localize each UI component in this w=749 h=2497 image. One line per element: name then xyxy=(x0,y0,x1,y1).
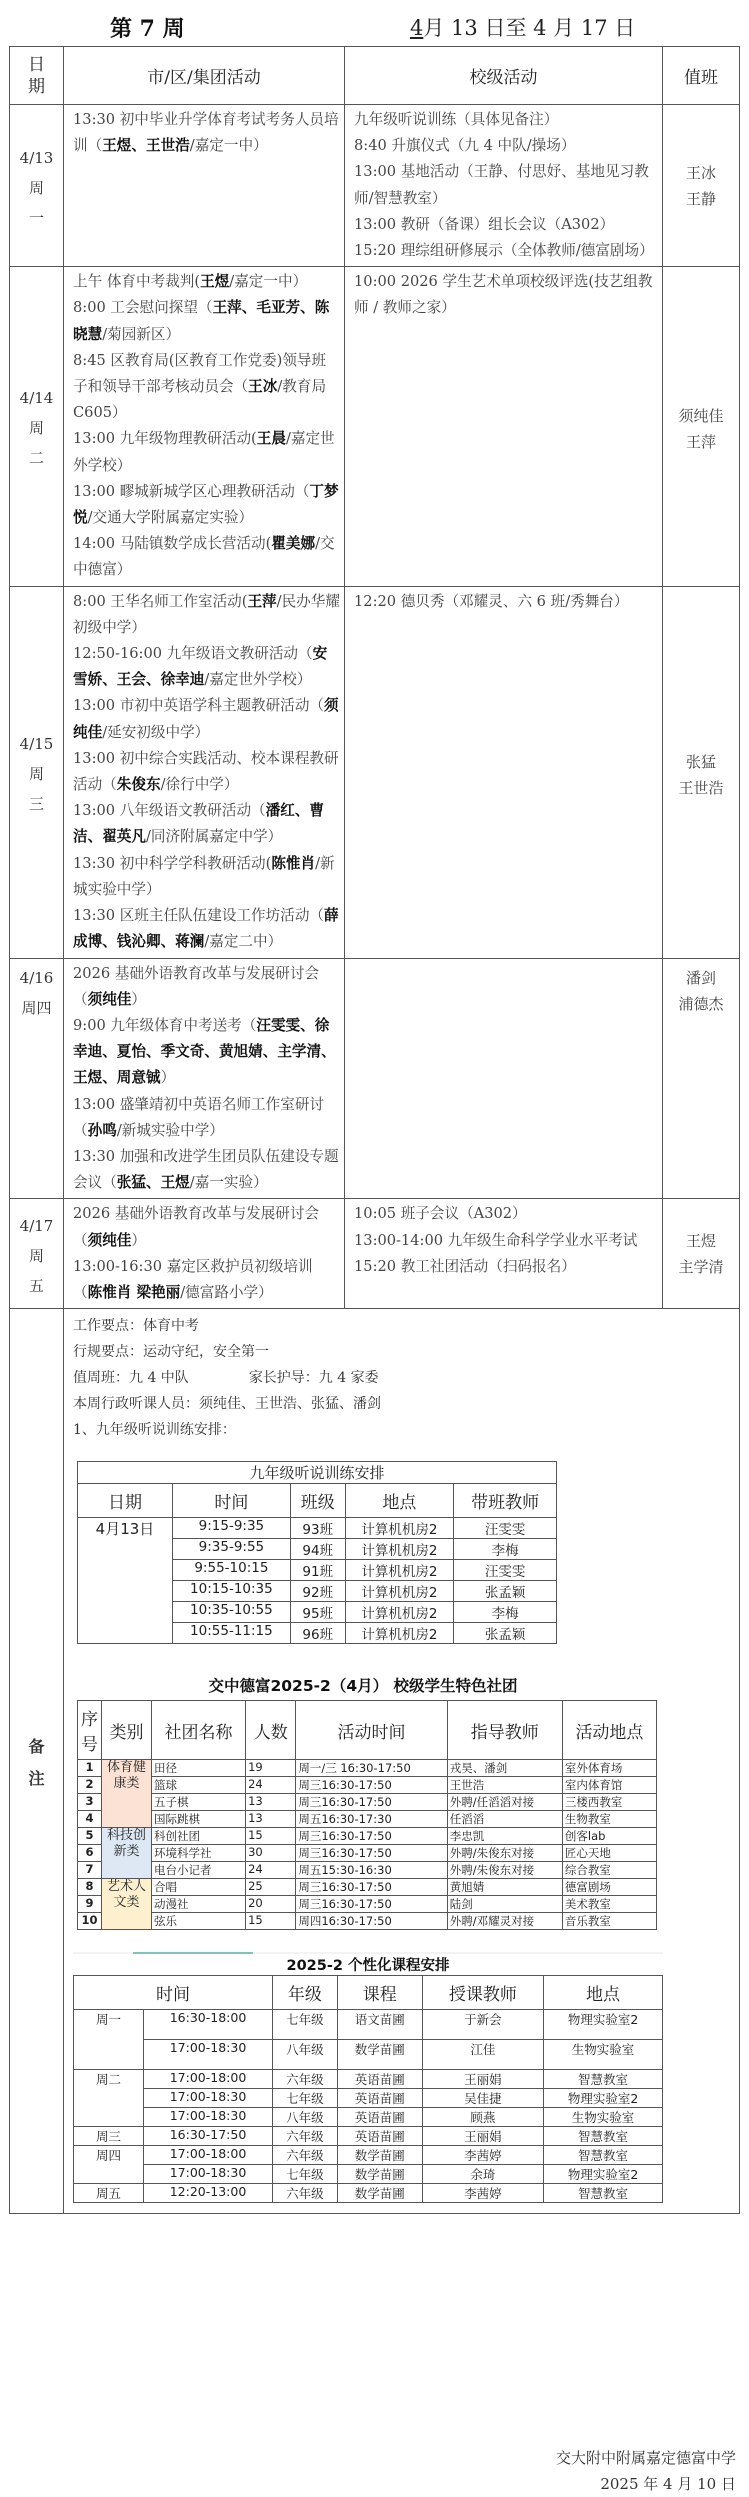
city-activities xyxy=(64,105,345,267)
club-index: 2 xyxy=(78,1777,102,1794)
table-cell: 周三16:30-17:50 xyxy=(296,1777,447,1794)
table-cell: 计算机机房2 xyxy=(345,1560,454,1581)
footer-school: 交大附中附属嘉定德富中学 xyxy=(555,2449,736,2467)
table-cell: 周五15:30-16:30 xyxy=(296,1862,447,1879)
table-cell: 15 xyxy=(246,1913,296,1930)
table-cell: 李梅 xyxy=(454,1539,557,1560)
table-cell: 环境科学社 xyxy=(152,1845,246,1862)
weekly-schedule-table xyxy=(9,46,740,2214)
activity-item: 9:00 九年级体育中考送考（汪雯雯、徐幸迪、夏怡、季文奇、黄旭婧、主学清、王煜、周意铖） xyxy=(73,1016,336,1087)
table-row xyxy=(78,1811,657,1828)
listening-date: 4月13日 xyxy=(78,1518,173,1644)
day-row xyxy=(10,958,740,1199)
table-cell: 25 xyxy=(246,1879,296,1896)
table-row xyxy=(74,2040,663,2070)
table-cell: 计算机机房2 xyxy=(345,1623,454,1644)
activity-item: 13:00 市初中英语学科主题教研活动（须纯佳/延安初级中学） xyxy=(73,697,339,741)
school-activities xyxy=(345,586,663,958)
table-cell: 92班 xyxy=(290,1581,345,1602)
club-index: 9 xyxy=(78,1896,102,1913)
duty-staff: 王煜 主学清 xyxy=(663,1199,740,1309)
table-cell: 24 xyxy=(246,1777,296,1794)
clubs-table-title: 交中德富2025-2（4月） 校级学生特色社团 xyxy=(208,1677,518,1696)
table-cell: 室内体育馆 xyxy=(562,1777,656,1794)
table-cell: 智慧教室 xyxy=(544,2146,663,2165)
day-date: 4/14 周 二 xyxy=(10,267,64,586)
clubs-col-header: 序 号 xyxy=(78,1701,102,1760)
courses-table-title: 2025-2 个性化课程安排 xyxy=(73,1952,663,1975)
table-cell: 余琦 xyxy=(422,2165,543,2184)
table-cell: 三楼西教室 xyxy=(562,1794,656,1811)
table-row xyxy=(78,1845,657,1862)
table-cell: 六年级 xyxy=(273,2127,338,2146)
day-date: 4/15 周 三 xyxy=(10,586,64,958)
table-cell: 室外体育场 xyxy=(562,1760,656,1777)
clubs-col-header: 人数 xyxy=(246,1701,296,1760)
table-cell: 匠心天地 xyxy=(562,1845,656,1862)
courses-col-header: 课程 xyxy=(337,1976,422,2010)
week-label: 第 7 周 xyxy=(110,16,185,42)
table-row xyxy=(78,1760,657,1777)
table-cell: 王丽娟 xyxy=(422,2127,543,2146)
table-cell: 六年级 xyxy=(273,2184,338,2203)
activity-item: 13:00 基地活动（王静、付思妤、基地见习教师/智慧教室） xyxy=(354,163,649,207)
duty-info: 值周班：九 4 中队 家长护导：九 4 家委 xyxy=(73,1370,379,1387)
col-header-duty: 值班 xyxy=(663,47,740,105)
table-cell: 智慧教室 xyxy=(544,2184,663,2203)
table-row xyxy=(78,1828,657,1845)
activity-item: 8:45 区教育局(区教育工作党委)领导班子和领导干部考核动员会（王冰/教育局 C605） xyxy=(73,351,327,422)
table-cell: 数学苗圃 xyxy=(337,2040,422,2070)
activity-item: 12:50-16:00 九年级语文教研活动（安雪娇、王会、徐幸迪/嘉定世外学校） xyxy=(73,645,328,689)
col-header-city: 市/区/集团活动 xyxy=(64,47,345,105)
club-index: 6 xyxy=(78,1845,102,1862)
activity-item: 8:00 王华名师工作室活动(王萍/民办华耀初级中学） xyxy=(73,592,340,636)
table-cell: 17:00-18:30 xyxy=(144,2040,273,2070)
table-cell: 六年级 xyxy=(273,2070,338,2089)
activity-item: 12:20 德贝秀（邓耀灵、六 6 班/秀舞台） xyxy=(354,592,629,610)
table-cell: 任滔滔 xyxy=(447,1811,562,1828)
table-cell: 93班 xyxy=(290,1518,345,1539)
course-day: 周三 xyxy=(74,2127,144,2146)
city-activities xyxy=(64,586,345,958)
table-cell: 计算机机房2 xyxy=(345,1518,454,1539)
activity-item: 8:40 升旗仪式（九 4 中队/操场） xyxy=(354,137,576,155)
listening-col-header: 时间 xyxy=(173,1484,291,1518)
clubs-col-header: 活动时间 xyxy=(296,1701,447,1760)
activity-item: 13:30 初中毕业升学体育考试考务人员培训（王煜、王世浩/嘉定一中） xyxy=(73,111,339,155)
table-cell: 物理实验室2 xyxy=(544,2010,663,2040)
table-row xyxy=(74,2089,663,2108)
table-cell: 国际跳棋 xyxy=(152,1811,246,1828)
table-cell: 外聘/朱俊东对接 xyxy=(447,1845,562,1862)
table-cell: 16:30-18:00 xyxy=(144,2010,273,2040)
table-cell: 16:30-17:50 xyxy=(144,2127,273,2146)
course-day: 周一 xyxy=(74,2010,144,2070)
listening-intro: 1、九年级听说训练安排： xyxy=(73,1422,236,1439)
listening-col-header: 地点 xyxy=(345,1484,454,1518)
club-index: 8 xyxy=(78,1879,102,1896)
table-cell: 周一/三 16:30-17:50 xyxy=(296,1760,447,1777)
table-cell: 七年级 xyxy=(273,2089,338,2108)
table-cell: 物理实验室2 xyxy=(544,2089,663,2108)
activity-item: 2026 基础外语教育改革与发展研讨会（须纯佳） xyxy=(73,1205,320,1249)
table-cell: 生物教室 xyxy=(562,1811,656,1828)
table-cell: 田径 xyxy=(152,1760,246,1777)
activity-item: 13:30 加强和改进学生团员队伍建设专题会议（张猛、王煜/嘉一实验） xyxy=(73,1147,339,1192)
table-cell: 94班 xyxy=(290,1539,345,1560)
table-cell: 物理实验室2 xyxy=(544,2165,663,2184)
activity-item: 九年级听说训练（具体见备注） xyxy=(354,111,559,128)
table-row xyxy=(78,1777,657,1794)
table-cell: 周三16:30-17:50 xyxy=(296,1794,447,1811)
club-category: 科技创 新类 xyxy=(102,1828,152,1879)
table-row xyxy=(78,1794,657,1811)
table-cell: 七年级 xyxy=(273,2010,338,2040)
table-cell: 17:00-18:00 xyxy=(144,2146,273,2165)
table-cell: 德富剧场 xyxy=(562,1879,656,1896)
table-cell: 周四16:30-17:50 xyxy=(296,1913,447,1930)
table-cell: 六年级 xyxy=(273,2146,338,2165)
table-cell: 计算机机房2 xyxy=(345,1539,454,1560)
table-cell: 19 xyxy=(246,1760,296,1777)
table-cell: 八年级 xyxy=(273,2108,338,2127)
col-header-school: 校级活动 xyxy=(345,47,663,105)
table-cell: 李茜婷 xyxy=(422,2184,543,2203)
day-row xyxy=(10,586,740,958)
course-day: 周五 xyxy=(74,2184,144,2203)
table-cell: 15 xyxy=(246,1828,296,1845)
table-cell: 综合教室 xyxy=(562,1862,656,1879)
table-cell: 30 xyxy=(246,1845,296,1862)
duty-staff: 潘剑 浦德杰 xyxy=(663,958,740,1199)
table-row xyxy=(78,1896,657,1913)
table-cell: 数学苗圃 xyxy=(337,2146,422,2165)
club-index: 7 xyxy=(78,1862,102,1879)
courses-col-header: 地点 xyxy=(544,1976,663,2010)
notes-content xyxy=(64,1309,740,2214)
table-cell: 外聘/朱俊东对接 xyxy=(447,1862,562,1879)
listening-table-title: 九年级听说训练安排 xyxy=(78,1462,557,1484)
listening-col-header: 日期 xyxy=(78,1484,173,1518)
table-cell: 96班 xyxy=(290,1623,345,1644)
table-cell: 20 xyxy=(246,1896,296,1913)
table-cell: 95班 xyxy=(290,1602,345,1623)
table-cell: 9:15-9:35 xyxy=(173,1518,291,1539)
table-cell: 张孟颖 xyxy=(454,1581,557,1602)
courses-table xyxy=(73,1975,663,2203)
courses-col-header: 时间 xyxy=(74,1976,273,2010)
table-cell: 24 xyxy=(246,1862,296,1879)
table-cell: 计算机机房2 xyxy=(345,1602,454,1623)
table-cell: 王世浩 xyxy=(447,1777,562,1794)
page-header xyxy=(0,12,749,44)
table-cell: 汪雯雯 xyxy=(454,1560,557,1581)
listening-col-header: 带班教师 xyxy=(454,1484,557,1518)
col-header-date: 日 期 xyxy=(10,47,64,105)
table-cell: 篮球 xyxy=(152,1777,246,1794)
table-row xyxy=(78,1913,657,1930)
table-cell: 91班 xyxy=(290,1560,345,1581)
table-row xyxy=(78,1518,557,1539)
table-cell: 李梅 xyxy=(454,1602,557,1623)
activity-item: 13:00-16:30 嘉定区救护员初级培训（陈惟肖 梁艳丽/德富路小学） xyxy=(73,1257,313,1301)
table-cell: 吴佳捷 xyxy=(422,2089,543,2108)
table-cell: 英语苗圃 xyxy=(337,2070,422,2089)
table-cell: 英语苗圃 xyxy=(337,2127,422,2146)
table-cell: 创客lab xyxy=(562,1828,656,1845)
clubs-col-header: 指导教师 xyxy=(447,1701,562,1760)
table-cell: 13 xyxy=(246,1811,296,1828)
table-row xyxy=(74,2165,663,2184)
date-range: 4月 13 日至 4 月 17 日 xyxy=(410,16,636,40)
table-cell: 英语苗圃 xyxy=(337,2089,422,2108)
school-activities xyxy=(345,105,663,267)
listening-training-table xyxy=(77,1461,557,1644)
table-row xyxy=(78,1862,657,1879)
activity-item: 13:00 疁城新城学区心理教研活动（丁梦悦/交通大学附属嘉定实验） xyxy=(73,482,339,527)
club-index: 5 xyxy=(78,1828,102,1845)
city-activities xyxy=(64,267,345,586)
duty-staff: 须纯佳 王萍 xyxy=(663,267,740,586)
table-cell: 五子棋 xyxy=(152,1794,246,1811)
club-index: 1 xyxy=(78,1760,102,1777)
clubs-col-header: 活动地点 xyxy=(562,1701,656,1760)
activity-item: 13:00 盛肇靖初中英语名师工作室研讨（孙鸣/新城实验中学） xyxy=(73,1095,325,1139)
table-cell: 13 xyxy=(246,1794,296,1811)
day-row xyxy=(10,267,740,586)
table-cell: 周三16:30-17:50 xyxy=(296,1845,447,1862)
table-cell: 王丽娟 xyxy=(422,2070,543,2089)
table-cell: 合唱 xyxy=(152,1879,246,1896)
city-activities xyxy=(64,1199,345,1309)
table-row xyxy=(78,1879,657,1896)
activity-item: 15:20 教工社团活动（扫码报名） xyxy=(354,1257,576,1275)
day-row xyxy=(10,1199,740,1309)
table-cell: 黄旭婧 xyxy=(447,1879,562,1896)
table-cell: 10:55-11:15 xyxy=(173,1623,291,1644)
duty-staff: 王冰 王静 xyxy=(663,105,740,267)
table-cell: 10:35-10:55 xyxy=(173,1602,291,1623)
courses-col-header: 年级 xyxy=(273,1976,338,2010)
table-cell: 动漫社 xyxy=(152,1896,246,1913)
activity-item: 14:00 马陆镇数学成长营活动(瞿美娜/交中德富） xyxy=(73,535,335,579)
activity-item: 13:00-14:00 九年级生命科学学业水平考试 xyxy=(354,1231,638,1249)
observers: 本周行政听课人员：须纯佳、王世浩、张猛、潘剑 xyxy=(73,1396,381,1413)
day-date: 4/13 周 一 xyxy=(10,105,64,267)
table-cell: 10:15-10:35 xyxy=(173,1581,291,1602)
school-activities xyxy=(345,958,663,1199)
clubs-table xyxy=(77,1700,657,1930)
activity-item: 13:00 初中综合实践活动、校本课程教研活动（朱俊东/徐行中学） xyxy=(73,749,339,794)
table-cell: 七年级 xyxy=(273,2165,338,2184)
table-cell: 李茜婷 xyxy=(422,2146,543,2165)
table-cell: 周三16:30-17:50 xyxy=(296,1896,447,1913)
table-cell: 汪雯雯 xyxy=(454,1518,557,1539)
course-day: 周四 xyxy=(74,2146,144,2184)
table-cell: 9:55-10:15 xyxy=(173,1560,291,1581)
table-cell: 外聘/任滔滔对接 xyxy=(447,1794,562,1811)
table-cell: 9:35-9:55 xyxy=(173,1539,291,1560)
table-cell: 弦乐 xyxy=(152,1913,246,1930)
activity-item: 13:00 九年级物理教研活动(王晨/嘉定世外学校） xyxy=(73,430,335,474)
conduct-focus: 行规要点：运动守纪，安全第一 xyxy=(73,1344,269,1361)
listening-col-header: 班级 xyxy=(290,1484,345,1518)
club-category: 体育健 康类 xyxy=(102,1760,152,1828)
clubs-col-header: 类别 xyxy=(102,1701,152,1760)
table-cell: 12:20-13:00 xyxy=(144,2184,273,2203)
activity-item: 15:20 理综组研修展示（全体教师/德富剧场） xyxy=(354,242,654,260)
table-cell: 顾燕 xyxy=(422,2108,543,2127)
duty-staff: 张猛 王世浩 xyxy=(663,586,740,958)
table-cell: 周五16:30-17:30 xyxy=(296,1811,447,1828)
table-cell: 生物实验室 xyxy=(544,2040,663,2070)
work-focus: 工作要点：体育中考 xyxy=(73,1318,199,1335)
day-date: 4/16 周四 xyxy=(10,958,64,1199)
club-index: 10 xyxy=(78,1913,102,1930)
table-cell: 外聘/邓耀灵对接 xyxy=(447,1913,562,1930)
footer xyxy=(556,2445,736,2497)
table-cell: 美术教室 xyxy=(562,1896,656,1913)
table-cell: 江佳 xyxy=(422,2040,543,2070)
table-row xyxy=(74,2127,663,2146)
table-cell: 于新会 xyxy=(422,2010,543,2040)
table-row xyxy=(74,2184,663,2203)
table-cell: 科创社团 xyxy=(152,1828,246,1845)
table-cell: 17:00-18:30 xyxy=(144,2165,273,2184)
table-cell: 数学苗圃 xyxy=(337,2184,422,2203)
activity-item: 8:00 工会慰问探望（王萍、毛亚芳、陈晓慧/菊园新区） xyxy=(73,299,330,343)
table-row xyxy=(74,2146,663,2165)
table-cell: 17:00-18:30 xyxy=(144,2089,273,2108)
city-activities xyxy=(64,958,345,1199)
table-cell: 智慧教室 xyxy=(544,2070,663,2089)
day-date: 4/17 周 五 xyxy=(10,1199,64,1309)
table-cell: 17:00-18:00 xyxy=(144,2070,273,2089)
activity-item: 13:00 教研（备课）组长会议（A302） xyxy=(354,215,615,233)
table-cell: 电台小记者 xyxy=(152,1862,246,1879)
table-cell: 数学苗圃 xyxy=(337,2165,422,2184)
table-cell: 17:00-18:30 xyxy=(144,2108,273,2127)
footer-date: 2025 年 4 月 10 日 xyxy=(600,2475,736,2493)
table-row xyxy=(74,2070,663,2089)
activity-item: 2026 基础外语教育改革与发展研讨会（须纯佳） xyxy=(73,964,320,1008)
club-category: 艺术人 文类 xyxy=(102,1879,152,1930)
day-row xyxy=(10,105,740,267)
school-activities xyxy=(345,267,663,586)
table-cell: 音乐教室 xyxy=(562,1913,656,1930)
table-row xyxy=(74,2010,663,2040)
school-activities xyxy=(345,1199,663,1309)
table-cell: 戎昊、潘剑 xyxy=(447,1760,562,1777)
clubs-col-header: 社团名称 xyxy=(152,1701,246,1760)
table-cell: 计算机机房2 xyxy=(345,1581,454,1602)
activity-item: 10:05 班子会议（A302） xyxy=(354,1205,527,1223)
table-header-row xyxy=(10,47,740,105)
notes-label: 备 注 xyxy=(10,1309,64,2214)
table-cell: 陆剑 xyxy=(447,1896,562,1913)
club-index: 4 xyxy=(78,1811,102,1828)
activity-item: 13:30 初中科学学科教研活动(陈惟肖/新城实验中学） xyxy=(73,854,335,898)
table-cell: 周三16:30-17:50 xyxy=(296,1879,447,1896)
activity-item: 10:00 2026 学生艺术单项校级评选(技艺组教师 / 教师之家） xyxy=(354,273,653,317)
table-cell: 李忠凯 xyxy=(447,1828,562,1845)
table-cell: 八年级 xyxy=(273,2040,338,2070)
courses-col-header: 授课教师 xyxy=(422,1976,543,2010)
activity-item: 上午 体育中考裁判(王煜/嘉定一中） xyxy=(73,273,308,291)
course-day: 周二 xyxy=(74,2070,144,2127)
table-cell: 周三16:30-17:50 xyxy=(296,1828,447,1845)
table-cell: 智慧教室 xyxy=(544,2127,663,2146)
club-index: 3 xyxy=(78,1794,102,1811)
table-cell: 英语苗圃 xyxy=(337,2108,422,2127)
table-cell: 生物实验室 xyxy=(544,2108,663,2127)
table-cell: 张孟颖 xyxy=(454,1623,557,1644)
table-row xyxy=(74,2108,663,2127)
table-cell: 语文苗圃 xyxy=(337,2010,422,2040)
notes-row xyxy=(10,1309,740,2214)
activity-item: 13:30 区班主任队伍建设工作坊活动（薛成博、钱沁卿、蒋澜/嘉定二中） xyxy=(73,907,339,951)
activity-item: 13:00 八年级语文教研活动（潘红、曹洁、翟英凡/同济附属嘉定中学） xyxy=(73,802,325,846)
